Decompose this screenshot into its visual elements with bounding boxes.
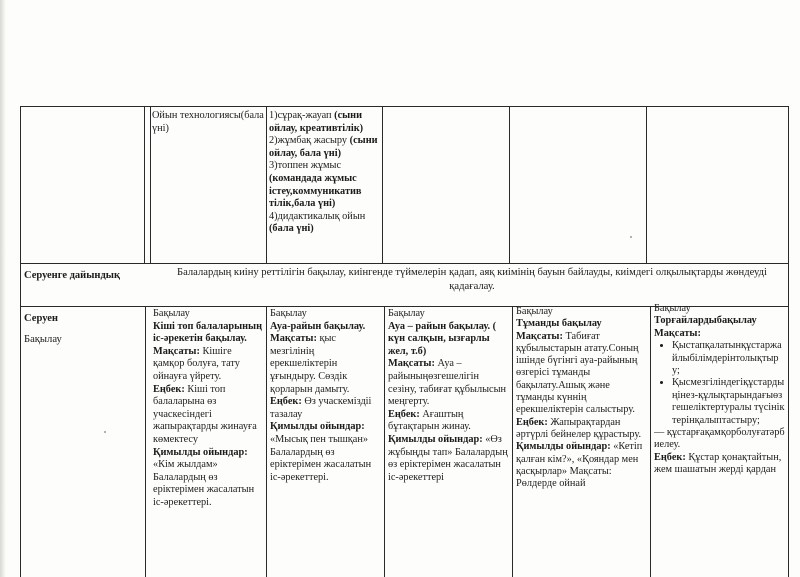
day1-work-label: Еңбек: xyxy=(153,383,185,395)
methods-line-3: 3)топпен жұмыс xyxy=(269,160,342,172)
day1-work-text: Кіші топ балаларына өз учаскесіндегі жапырақтарды жинауға көмектесу xyxy=(153,383,257,445)
day1-games-label: Қимылды ойындар: xyxy=(153,446,248,458)
methods-line-3-skills: (командада жұмыс істеу,коммуникатив тілік,бала үні) xyxy=(269,172,362,210)
day2-heading: Бақылау xyxy=(270,308,307,319)
day2-games-text: «Мысық пен тышқан» Балалардың өз еріктерімен жасалатын іс-әрекеттері. xyxy=(270,433,372,483)
day1-goal-label: Мақсаты: xyxy=(153,345,200,357)
day4-goal-label: Мақсаты: xyxy=(516,330,563,342)
prep-label: Серуенге дайындық xyxy=(24,270,121,281)
day4-text xyxy=(516,306,646,490)
methods-text xyxy=(269,110,381,236)
day5-topic: Торғайлардыбақылау xyxy=(654,315,757,327)
day3-text xyxy=(388,308,510,484)
walk-sublabel: Бақылау xyxy=(24,334,62,345)
day5-heading: Бақылау xyxy=(654,303,691,314)
day5-work-label: Еңбек: xyxy=(654,451,686,463)
methods-line-4-skills: (бала үні) xyxy=(269,223,314,235)
methods-line-2: 2)жұмбақ жасыру xyxy=(269,135,350,147)
day5-goal-item: • Қысмезгіліндегіқұстардыңінез-құлықтарындағыөзгешеліктертуралы түсініктерінқалыптастыру; xyxy=(672,377,786,427)
day4-topic: Тұманды бақылау xyxy=(516,318,602,330)
day3-work-text: Ағаштың бұтақтарын жинау. xyxy=(388,408,471,433)
day1-topic: Кіші топ балаларының іс-әрекетін бақылау. xyxy=(153,320,263,345)
page-shadow xyxy=(0,0,6,577)
scan-speck xyxy=(630,236,632,238)
day4-goal-text: Табиғат құбылыстарын атату.Соның ішінде бүгінгі ауа-райының өзгерісі тұманды бақылату.Ашық және тұманды күннің ерекшеліктерін салыстыру. xyxy=(516,330,639,416)
day3-games-text: «Өз жұбыңды тап» Балалардың өз еріктерімен жасалатын іс-әрекеттері xyxy=(388,433,508,483)
day1-goal-text: Кішіге қамқор болуға, тату ойнауға үйрету. xyxy=(153,345,240,382)
day3-goal-label: Мақсаты: xyxy=(388,358,435,370)
day5-work-text: Құстар қонақтайтын, жем шашатын жерді қардан xyxy=(654,451,782,476)
day4-games-text: «Кетіп қалған кім?», «Қояндар мен қасқырлар» Мақсаты: Рөлдерде ойнай xyxy=(516,441,643,490)
day5-work xyxy=(654,452,786,477)
day2-goal-text: қыс мезгілінің ерекшеліктерін ұғындыру. Сөздік қорларын дамыту. xyxy=(270,333,350,395)
day5-cell xyxy=(654,303,786,576)
day1-cell xyxy=(153,308,264,576)
day2-topic: Ауа-райын бақылау. xyxy=(270,320,366,332)
methods-line-4: 4)дидактикалық ойын xyxy=(269,210,366,222)
day3-games-label: Қимылды ойындар: xyxy=(388,433,483,445)
day5-goal-list xyxy=(654,340,786,427)
day3-cell xyxy=(388,308,510,576)
day1-heading: Бақылау xyxy=(153,308,190,319)
day1-text xyxy=(153,308,264,510)
technology-cell xyxy=(152,110,264,260)
day2-games-label: Қимылды ойындар: xyxy=(270,421,365,433)
day4-work-label: Еңбек: xyxy=(516,416,548,428)
day5-goal-label: Мақсаты: xyxy=(654,327,701,339)
methods-line-1-skills: (сыни ойлау, креативтілік) xyxy=(269,110,364,134)
day2-work-label: Еңбек: xyxy=(270,396,302,408)
methods-cell xyxy=(269,110,381,260)
day3-heading: Бақылау xyxy=(388,308,425,319)
day4-work-text: Жапырақтардан әртүрлі бейнелер құрастыру. xyxy=(516,416,642,440)
day5-upbringing: — құстарғақамқорболуғатәрбиелеу. xyxy=(654,427,785,451)
day3-work-label: Еңбек: xyxy=(388,408,420,420)
day3-goal-text: Ауа – райыныңөзгешелігін сезіну, табиғат құбылысын меңгерту. xyxy=(388,358,507,408)
walk-label-cell xyxy=(24,312,142,372)
day1-games-text: «Кім жылдам» Балалардың өз еріктерімен жасалатын іс-әрекеттері. xyxy=(153,459,255,508)
walk-label: Серуен xyxy=(24,313,59,324)
day4-cell xyxy=(516,306,646,576)
day4-games-label: Қимылды ойындар: xyxy=(516,441,611,453)
day2-work-text: Өз учаскеміздіі тазалау xyxy=(270,396,372,420)
prep-text: Балалардың киіну реттілігін бақылау, киінгенде түймелерін қадап, аяқ киімінің бауын байлауды, киімдегі олқылықтарды жөндеуді қадағалау. xyxy=(177,267,767,292)
day2-text xyxy=(270,308,382,484)
day3-topic: Ауа – райын бақылау. ( күн салқын, ызғарлы жел, т.б) xyxy=(388,320,497,357)
methods-line-1: 1)сұрақ-жауап xyxy=(269,110,335,121)
day2-goal-label: Мақсаты: xyxy=(270,333,317,345)
methods-line-2-skills: (сыни ойлау, бала үні) xyxy=(269,135,378,159)
day5-goal-item: • Қыстапқалатынқұстаржайлыбілімдерінтолықтыру; xyxy=(672,340,786,377)
prep-label-cell xyxy=(24,270,142,304)
day4-heading: Бақылау xyxy=(516,306,553,317)
technology-text: Ойын технологиясы(бала үні) xyxy=(152,110,264,134)
day2-cell xyxy=(270,308,382,576)
prep-text-cell xyxy=(160,266,784,304)
scan-speck xyxy=(104,431,106,433)
